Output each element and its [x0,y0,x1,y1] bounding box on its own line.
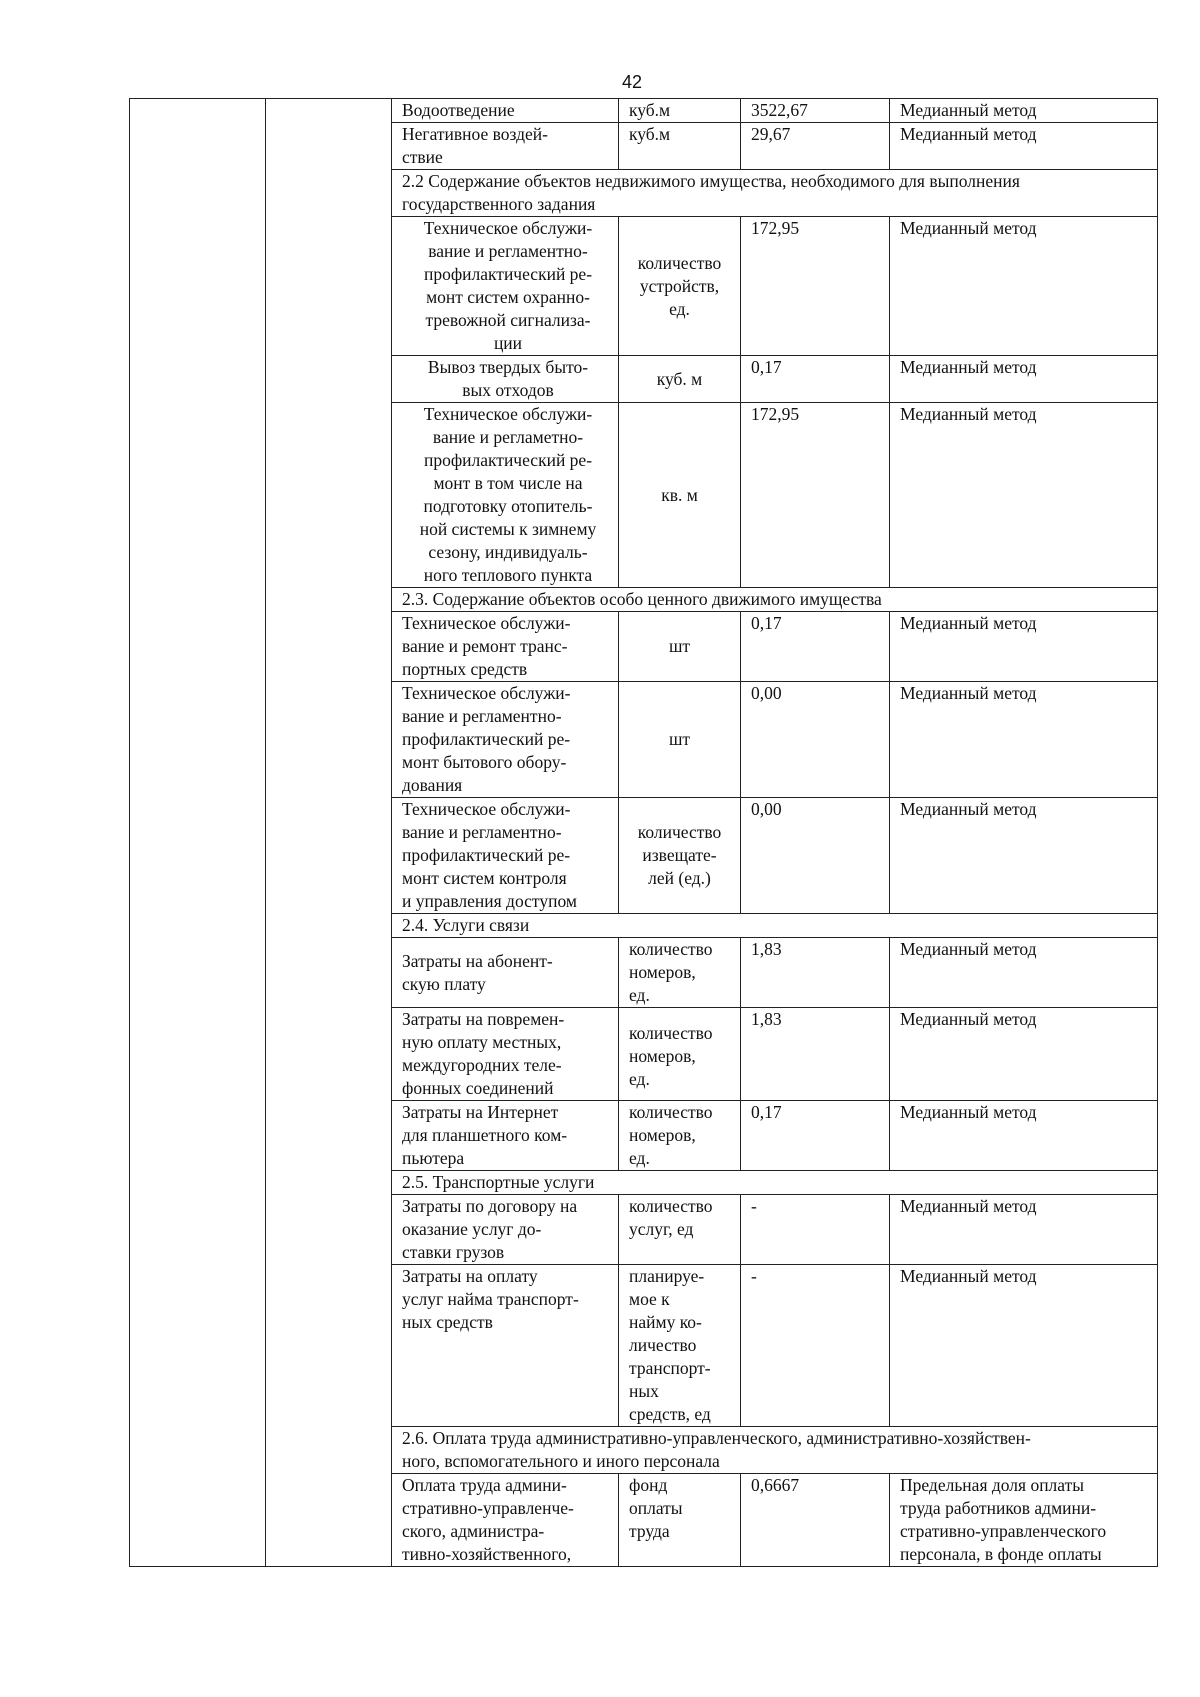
section-title: 2.6. Оплата труда административно-управленческого, административно-хозяйствен- ного, вспомогательного и иного персонала [392,1427,1158,1474]
norm-value: 172,95 [741,217,890,356]
unit-of-measure: планируе- мое к найму ко- личество транспорт- ных средств, ед [619,1265,741,1427]
norm-value: - [741,1265,890,1427]
expense-name: Водоотведение [392,99,619,123]
norm-value: 0,17 [741,1101,890,1171]
norm-value: - [741,1195,890,1265]
calculation-method: Медианный метод [890,123,1158,170]
expense-name: Техническое обслужи- вание и ремонт транс- портных средств [392,612,619,682]
norm-value: 0,17 [741,356,890,403]
calculation-method: Медианный метод [890,682,1158,798]
expense-name: Затраты на абонент- скую плату [392,938,619,1008]
norm-value: 1,83 [741,938,890,1008]
expense-name: Затраты на Интернет для планшетного ком- пьютера [392,1101,619,1171]
unit-of-measure: куб. м [619,356,741,403]
calculation-method: Медианный метод [890,612,1158,682]
norm-value: 0,00 [741,798,890,914]
expense-name: Техническое обслужи- вание и регламентно- профилактический ре- монт систем охранно- тревожной сигнализа- ции [392,217,619,356]
section-title: 2.4. Услуги связи [392,914,1158,938]
unit-of-measure: количество номеров, ед. [619,1101,741,1171]
unit-of-measure: куб.м [619,123,741,170]
unit-of-measure: кв. м [619,403,741,588]
unit-of-measure: количество услуг, ед [619,1195,741,1265]
unit-of-measure: количество извещате- лей (ед.) [619,798,741,914]
unit-of-measure: количество устройств, ед. [619,217,741,356]
table-row [130,99,1158,123]
unit-of-measure: куб.м [619,99,741,123]
calculation-method: Предельная доля оплаты труда работников админи- стративно-управленческого персонала, в фонде оплаты [890,1474,1158,1567]
norm-value: 0,6667 [741,1474,890,1567]
norm-value: 1,83 [741,1008,890,1101]
page-number: 42 [621,72,643,92]
calculation-method: Медианный метод [890,1101,1158,1171]
calculation-method: Медианный метод [890,356,1158,403]
unit-of-measure: количество номеров, ед. [619,1008,741,1101]
expense-name: Затраты на повремен- ную оплату местных, междугородних теле- фонных соединений [392,1008,619,1101]
empty-column-1 [130,99,266,1567]
expense-name: Затраты по договору на оказание услуг до- ставки грузов [392,1195,619,1265]
section-title: 2.5. Транспортные услуги [392,1171,1158,1195]
norm-value: 29,67 [741,123,890,170]
calculation-method: Медианный метод [890,1008,1158,1101]
calculation-method: Медианный метод [890,217,1158,356]
expense-name: Техническое обслужи- вание и регламентно- профилактический ре- монт систем контроля и управления доступом [392,798,619,914]
expense-name: Вывоз твердых быто- вых отходов [392,356,619,403]
unit-of-measure: количество номеров, ед. [619,938,741,1008]
calculation-method: Медианный метод [890,1195,1158,1265]
section-title: 2.3. Содержание объектов особо ценного движимого имущества [392,588,1158,612]
unit-of-measure: шт [619,682,741,798]
norm-value: 0,00 [741,682,890,798]
cost-norms-table [129,98,1158,1567]
expense-name: Техническое обслужи- вание и регламетно- профилактический ре- монт в том числе на подготовку отопитель- ной системы к зимнему сезону, индивидуаль- ного теплового пункта [392,403,619,588]
calculation-method: Медианный метод [890,403,1158,588]
norm-value: 3522,67 [741,99,890,123]
empty-column-2 [266,99,392,1567]
unit-of-measure: шт [619,612,741,682]
calculation-method: Медианный метод [890,798,1158,914]
expense-name: Затраты на оплату услуг найма транспорт- ных средств [392,1265,619,1427]
calculation-method: Медианный метод [890,1265,1158,1427]
calculation-method: Медианный метод [890,938,1158,1008]
expense-name: Оплата труда админи- стративно-управленче- ского, администра- тивно-хозяйственного, [392,1474,619,1567]
calculation-method: Медианный метод [890,99,1158,123]
section-title: 2.2 Содержание объектов недвижимого имущества, необходимого для выполнения государственного задания [392,170,1158,217]
norm-value: 172,95 [741,403,890,588]
expense-name: Негативное воздей- ствие [392,123,619,170]
expense-name: Техническое обслужи- вание и регламентно- профилактический ре- монт бытового обору- дования [392,682,619,798]
norm-value: 0,17 [741,612,890,682]
unit-of-measure: фонд оплаты труда [619,1474,741,1567]
